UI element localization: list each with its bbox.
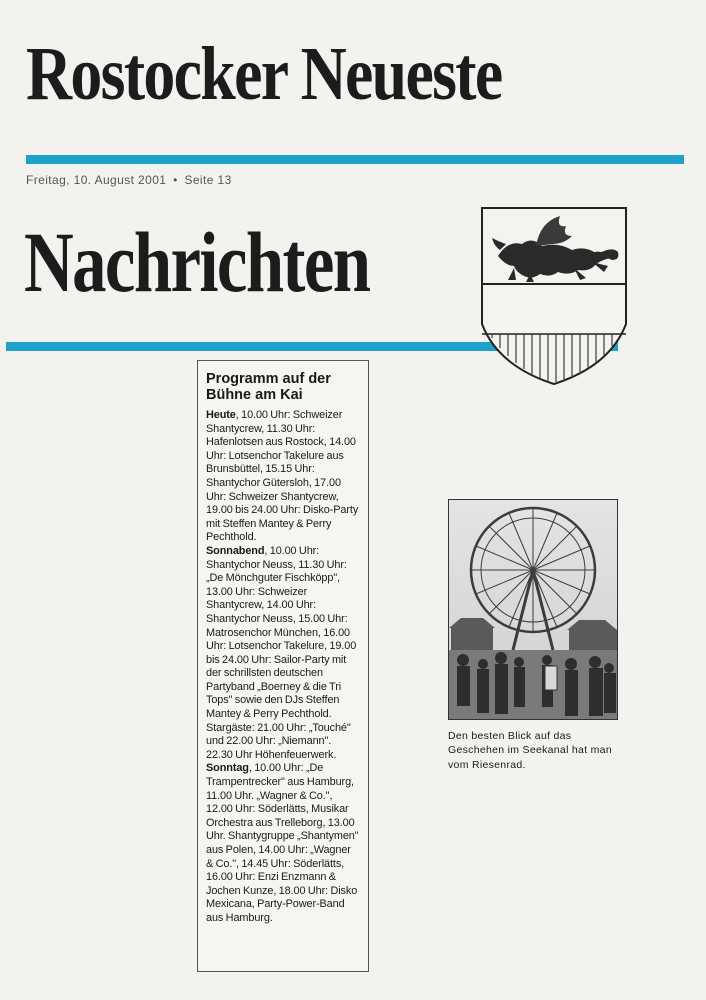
program-day: [206, 762, 359, 924]
page-number: Seite 13: [184, 173, 232, 187]
masthead-title-bottom: Nachrichten: [24, 214, 370, 310]
program-day-text: , 10.00 Uhr: Schweizer Shantycrew, 11.30 Uhr: Hafenlotsen aus Rostock, 14.00 Uhr: Lotsenchor Takelure aus Brunsbüttel, 15.15 Uhr: Shantychor Gütersloh, 17.00 Uhr: Schweizer Shantycrew, 19.00 bis 24.00 Uhr: Disko-Party mit Steffen Mantey & Perry Pechthold.: [206, 409, 359, 544]
ferris-wheel-scene-image: [449, 500, 617, 719]
program-box: [197, 360, 369, 972]
program-title: Programm auf der Bühne am Kai: [206, 371, 331, 403]
ferris-wheel-photo: [448, 499, 618, 720]
program-day-label: Sonnabend: [206, 544, 265, 557]
dateline: [26, 173, 232, 187]
program-day-label: Sonntag: [206, 762, 249, 775]
program-day-label: Heute: [206, 409, 236, 421]
program-body: [206, 409, 360, 926]
griffin-coat-of-arms-icon: [480, 206, 628, 386]
masthead-title-top: Rostocker Neueste: [26, 32, 502, 116]
program-day: [206, 409, 358, 543]
program-day-text: , 10.00 Uhr: „De Trampentrecker" aus Hamburg, 11.00 Uhr. „Wagner & Co.", 12.00 Uhr: Söderlätts, Musikar Orchestra aus Trelleborg, 13.00 Uhr. Shantygruppe „Shantymen" aus Polen, 14.00 Uhr: „Wagner & Co.", 14.45 Uhr: Söderlätts, 16.00 Uhr: Enzi Enzmann & Jochen Kunze, 18.00 Uhr: Disko Mexicana, Party-Power-Band aus Hamburg.: [206, 762, 359, 924]
program-day-text: , 10.00 Uhr: Shantychor Neuss, 11.30 Uhr: „De Mönchguter Fischköpp", 13.00 Uhr: Schweizer Shantycrew, 14.00 Uhr: Shantychor Neuss, 15.00 Uhr: Matrosenchor München, 16.00 Uhr: Lotsenchor Takelure, 19.00 bis 24.00 Uhr: Sailor-Party mit der schrillsten deutschen Partyband „Boerney & die Tri Tops" sowie den DJs Steffen Mantey & Perry Pechthold. Stargäste: 21.00 Uhr: „Touché" und 22.00 Uhr: „Niemann". 22.30 Uhr Höhenfeuerwerk.: [206, 544, 357, 761]
issue-date: Freitag, 10. August 2001: [26, 173, 167, 187]
photo-caption: Den besten Blick auf das Geschehen im Seekanal hat man vom Riesenrad.: [448, 730, 612, 771]
program-day: [206, 545, 356, 761]
top-blue-rule: [26, 155, 684, 164]
dateline-bullet: •: [173, 173, 178, 187]
